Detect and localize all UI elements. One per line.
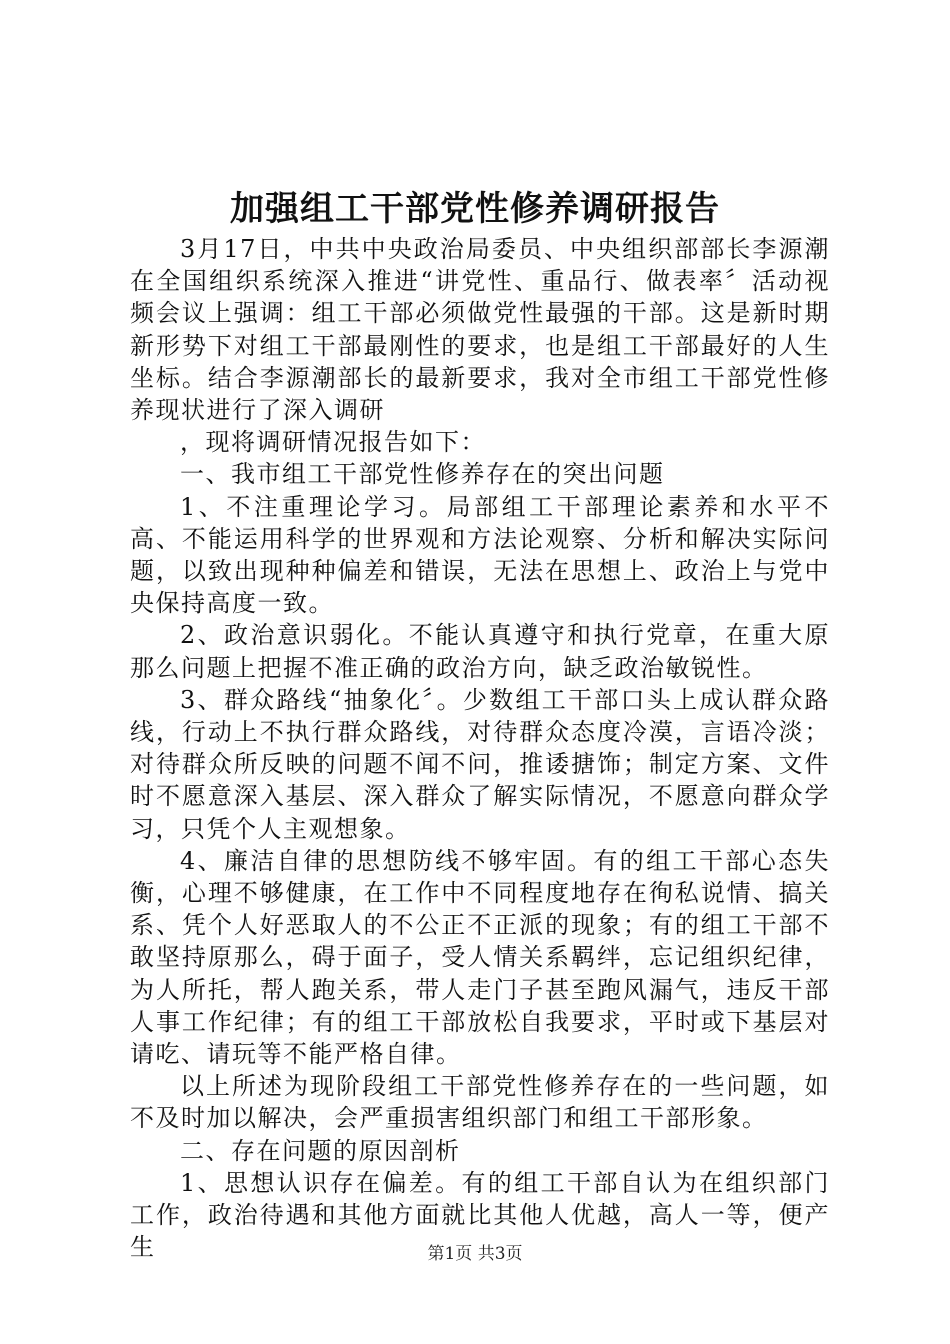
paragraph-report-lead: ，现将调研情况报告如下： xyxy=(180,428,486,457)
paragraph-intro: 3月17日，中共中央政治局委员、中央组织部部长李源潮在全国组织系统深入推进“讲党性、重品行、做表率〞活动视频会议上强调：组工干部必须做党性最强的干部。这是新时期新形势下对组工干部最刚性的要求，也是组工干部最好的人生坐标。结合李源潮部长的最新要求，我对全市组工干部党性修养现状进行了深入调研 xyxy=(130,235,830,425)
document-title: 加强组工干部党性修养调研报告 xyxy=(230,189,720,229)
document-body xyxy=(130,233,830,1264)
paragraph-problem-2: 2、政治意识弱化。不能认真遵守和执行党章，在重大原那么问题上把握不准正确的政治方向，缺乏政治敏锐性。 xyxy=(130,621,830,682)
paragraph-cause-1: 1、思想认识存在偏差。有的组工干部自认为在组织部门工作，政治待遇和其他方面就比其他人优越，高人一等，便产生 xyxy=(130,1168,830,1262)
paragraph-problem-4: 4、廉洁自律的思想防线不够牢固。有的组工干部心态失衡，心理不够健康，在工作中不同程度地存在徇私说情、搞关系、凭个人好恶取人的不公正不正派的现象；有的组工干部不敢坚持原那么，碍于面子，受人情关系羁绊，忘记组织纪律，为人所托，帮人跑关系，带人走门子甚至跑风漏气，违反干部人事工作纪律；有的组工干部放松自我要求，平时或下基层对请吃、请玩等不能严格自律。 xyxy=(130,846,830,1069)
page-number-footer: 第1页 共3页 xyxy=(427,1244,523,1264)
paragraph-problem-1: 1、不注重理论学习。局部组工干部理论素养和水平不高、不能运用科学的世界观和方法论观察、分析和解决实际问题，以致出现种种偏差和错误，无法在思想上、政治上与党中央保持高度一致。 xyxy=(130,492,830,618)
section-heading-causes: 二、存在问题的原因剖析 xyxy=(180,1136,461,1165)
paragraph-problem-3: 3、群众路线“抽象化〞。少数组工干部口头上成认群众路线，行动上不执行群众路线，对待群众态度冷漠，言语冷淡；对待群众所反映的问题不闻不问，推诿搪饰；制定方案、文件时不愿意深入基层、深入群众了解实际情况，不愿意向群众学习，只凭个人主观想象。 xyxy=(130,685,830,843)
paragraph-summary: 以上所述为现阶段组工干部党性修养存在的一些问题，如不及时加以解决，会严重损害组织部门和组工干部形象。 xyxy=(130,1072,830,1133)
section-heading-problems: 一、我市组工干部党性修养存在的突出问题 xyxy=(180,460,665,489)
